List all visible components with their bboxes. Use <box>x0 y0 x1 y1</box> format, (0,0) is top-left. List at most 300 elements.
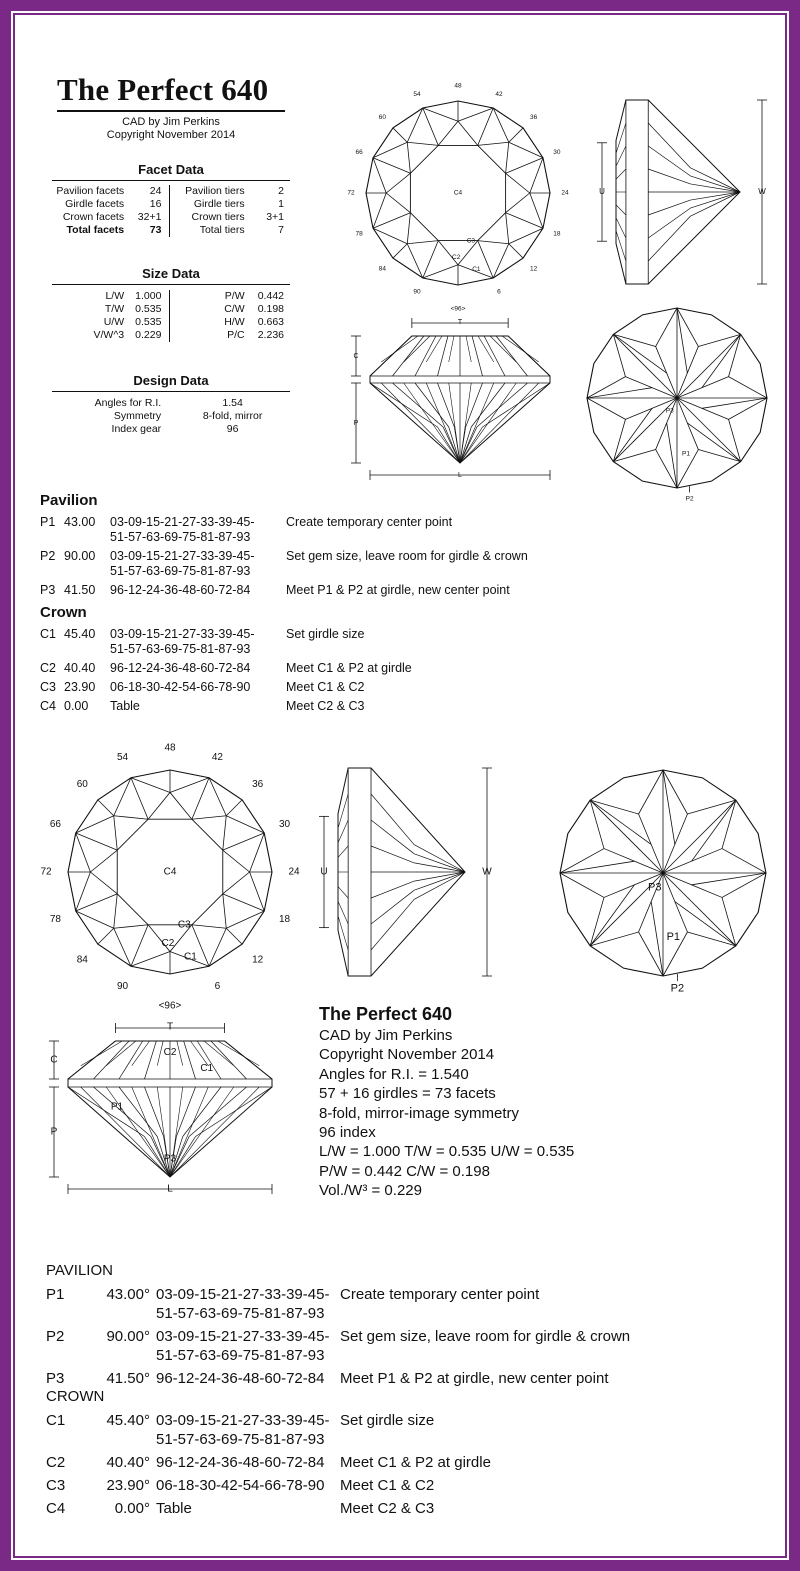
index-cell <box>156 1411 340 1453</box>
diagram-label: P1 <box>682 450 690 458</box>
table-cell: Set gem size, leave room for girdle & crown <box>286 549 528 563</box>
facet-line <box>386 173 410 193</box>
table-cell: T/W <box>104 303 125 315</box>
diagram-label: 66 <box>355 148 363 156</box>
facet-line <box>502 336 539 362</box>
table-row <box>46 1285 630 1327</box>
pavilion-heading: Pavilion <box>40 492 98 509</box>
diagram-label: <96> <box>450 305 466 313</box>
diagram-label: W <box>758 187 766 197</box>
diagram-label: L <box>458 471 462 479</box>
table-cell: Pavilion tiers <box>185 185 245 197</box>
index-cell <box>110 627 286 661</box>
facet-line <box>449 336 454 362</box>
byline: CAD by Jim Perkins <box>122 116 220 128</box>
facet-line <box>458 121 478 145</box>
diagram-label: 78 <box>49 914 62 926</box>
facet-line <box>370 383 438 427</box>
table-cell: 90.00° <box>106 1328 150 1345</box>
facet-line <box>407 241 438 244</box>
diagram-label: C2 <box>163 1047 177 1059</box>
facet-line <box>223 816 226 850</box>
facet-line <box>506 158 543 173</box>
table-cell: 0.442 <box>257 290 284 302</box>
table-cell: C/W <box>224 303 245 315</box>
diagram-label: P <box>50 1126 58 1138</box>
facet-line <box>192 816 226 819</box>
size-data-heading: Size Data <box>142 266 200 281</box>
index-line: 51-57-63-69-75-81-87-93 <box>110 642 251 656</box>
facet-line <box>508 336 550 376</box>
table-cell: P1 <box>46 1286 65 1303</box>
facet-line <box>438 336 448 376</box>
diagram-label: 12 <box>530 265 538 273</box>
table-cell: 24 <box>124 185 170 198</box>
diagram-label: P3 <box>665 407 674 415</box>
diagram-label: C2 <box>452 254 461 262</box>
table-cell: Set girdle size <box>286 627 365 641</box>
index-line: 96-12-24-36-48-60-72-84 <box>156 1370 325 1387</box>
table-cell: 0.198 <box>257 303 284 315</box>
diagram-label: 24 <box>561 189 569 197</box>
facet-line <box>225 1041 272 1079</box>
facet-line <box>119 1087 157 1137</box>
diagram-label: <96> <box>158 1000 182 1012</box>
table-cell: C2 <box>46 1454 66 1471</box>
diagram-label: C <box>50 1054 58 1066</box>
facet-line <box>386 193 410 213</box>
crown-heading: Crown <box>40 604 87 621</box>
index-line: Table <box>156 1500 192 1517</box>
table-cell: C1 <box>46 1412 66 1429</box>
facet-line <box>478 108 493 145</box>
facet-line <box>68 1041 115 1079</box>
table-row <box>40 515 528 549</box>
index-line: 03-09-15-21-27-33-39-45- <box>156 1412 330 1429</box>
table-cell: 45.40 <box>64 627 96 641</box>
facet-line <box>76 872 91 911</box>
diagram-label: C2 <box>161 938 175 950</box>
table-cell: P1 <box>40 515 56 529</box>
index-line: 03-09-15-21-27-33-39-45- <box>110 549 255 563</box>
info-title: The Perfect 640 <box>319 1004 453 1024</box>
diagram-label: U <box>599 187 605 197</box>
table-cell: H/W <box>224 316 245 328</box>
facet-line <box>211 1041 247 1079</box>
facet-line <box>438 241 458 265</box>
table-row <box>40 680 412 699</box>
table-row <box>46 1369 630 1392</box>
index-line: 96-12-24-36-48-60-72-84 <box>156 1454 325 1471</box>
table-cell: 2 <box>278 185 284 197</box>
facet-line <box>223 894 226 928</box>
table-cell: 2.236 <box>257 329 284 341</box>
facet-line <box>722 849 766 873</box>
info-line: Angles for R.I. = 1.540 <box>319 1065 469 1083</box>
table-cell: 0.229 <box>124 329 170 342</box>
index-line: 96-12-24-36-48-60-72-84 <box>110 583 251 597</box>
table-cell: Meet C2 & C3 <box>340 1500 435 1517</box>
table-row <box>46 1499 491 1522</box>
info-line: 96 index <box>319 1124 376 1142</box>
facet-line <box>98 928 114 944</box>
table-cell: 23.90 <box>64 680 96 694</box>
crown-heading-2: CROWN <box>46 1388 105 1405</box>
table-cell: 16 <box>124 198 170 211</box>
index-line: 51-57-63-69-75-81-87-93 <box>156 1305 325 1322</box>
table-cell: Create temporary center point <box>340 1286 540 1303</box>
diagram-label: C3 <box>466 237 476 245</box>
facet-line <box>423 108 438 145</box>
facet-line <box>90 872 117 894</box>
info-line: Vol./W³ = 0.229 <box>319 1182 422 1200</box>
facet-line <box>393 336 424 376</box>
diagram-label: 30 <box>278 819 291 831</box>
index-cell <box>156 1369 340 1392</box>
pavilion-table-2 <box>46 1285 630 1392</box>
table-cell: P2 <box>46 1328 65 1345</box>
table-row <box>46 1327 630 1369</box>
facet-line <box>506 173 530 193</box>
table-cell: Angles for R.I. <box>94 397 162 409</box>
facet-line <box>170 1087 234 1177</box>
table-cell: C2 <box>40 661 56 675</box>
diagram-label: C4 <box>453 189 463 197</box>
facet-line <box>460 427 483 463</box>
facet-line <box>509 244 523 258</box>
page-title: The Perfect 640 <box>57 72 269 107</box>
facet-line <box>616 205 626 215</box>
diagram-label: 36 <box>252 778 264 790</box>
table-cell: Meet C1 & C2 <box>340 1477 435 1494</box>
index-line: 03-09-15-21-27-33-39-45- <box>156 1328 330 1345</box>
facet-line <box>131 778 148 819</box>
table-cell: 1.000 <box>124 290 170 303</box>
diagram-label: 72 <box>40 866 52 878</box>
facet-line <box>438 121 458 145</box>
facet-line <box>438 427 461 463</box>
table-cell: C4 <box>40 699 56 713</box>
facet-line <box>496 336 527 376</box>
table-cell: 41.50° <box>106 1370 150 1387</box>
table-cell: Crown facets <box>62 211 125 223</box>
facet-line <box>423 108 458 121</box>
table-cell: Meet P1 & P2 at girdle, new center point <box>340 1370 609 1387</box>
facet-line <box>226 928 242 944</box>
diagram-label: T <box>166 1021 174 1033</box>
diagram-label: P2 <box>685 495 694 503</box>
info-line: P/W = 0.442 C/W = 0.198 <box>319 1162 490 1180</box>
table-row <box>46 1476 491 1499</box>
diagram-label: C1 <box>472 266 481 274</box>
diagram-label: P1 <box>110 1101 124 1113</box>
table-cell: V/W^3 <box>93 329 125 341</box>
diagram-label: 42 <box>495 90 503 98</box>
diagram-label: 42 <box>211 752 224 764</box>
diagram-label: P <box>353 419 359 427</box>
table-row <box>40 549 528 583</box>
index-cell <box>110 699 286 718</box>
facet-line <box>119 1041 143 1079</box>
table-cell: Symmetry <box>113 410 162 422</box>
facet-line <box>223 894 264 911</box>
facet-line <box>98 800 114 816</box>
diagram-label: T <box>457 318 463 326</box>
diagram-label: C <box>353 352 359 360</box>
crown-table-2 <box>46 1411 491 1522</box>
facet-line <box>76 833 117 850</box>
diagram-label: 6 <box>497 288 501 296</box>
facet-line <box>460 383 516 463</box>
table-cell: Total tiers <box>199 224 245 236</box>
info-line: 8-fold, mirror-image symmetry <box>319 1104 520 1122</box>
table-cell: P2 <box>40 549 56 563</box>
table-cell: Meet C1 & C2 <box>286 680 365 694</box>
index-line: 51-57-63-69-75-81-87-93 <box>110 564 251 578</box>
facet-line <box>509 128 523 142</box>
table-cell: P3 <box>46 1370 65 1387</box>
facet-line <box>170 792 192 819</box>
table-cell: 0.535 <box>124 316 170 329</box>
table-cell: 0.00 <box>64 699 89 713</box>
table-cell: Meet C1 & P2 at girdle <box>340 1454 491 1471</box>
table-cell: Girdle tiers <box>193 198 245 210</box>
table-cell: P/W <box>224 290 245 302</box>
facet-line <box>90 850 117 872</box>
diagram-label: U <box>320 866 328 878</box>
table-cell: 0.535 <box>124 303 170 316</box>
table-cell: Meet P1 & P2 at girdle, new center point <box>286 583 510 597</box>
index-line: 51-57-63-69-75-81-87-93 <box>110 530 251 544</box>
diagram-label: W <box>482 866 492 878</box>
facet-line <box>131 778 170 793</box>
index-line: 03-09-15-21-27-33-39-45- <box>110 627 255 641</box>
crown-table-1 <box>40 627 412 718</box>
facet-line <box>192 925 226 928</box>
diagram-label: 66 <box>49 819 62 831</box>
table-cell: C3 <box>46 1477 66 1494</box>
index-line: Table <box>110 699 140 713</box>
facet-line <box>506 142 509 173</box>
table-row <box>40 583 528 602</box>
table-row <box>40 699 412 718</box>
table-row <box>40 627 412 661</box>
index-line: 51-57-63-69-75-81-87-93 <box>156 1347 325 1364</box>
diagram-label: P2 <box>670 982 685 995</box>
table-cell: 73 <box>124 224 170 237</box>
facet-line <box>407 142 410 173</box>
diagram-label: 48 <box>164 742 176 754</box>
table-row <box>40 661 412 680</box>
diagram-label: 60 <box>378 114 386 122</box>
diagram-label: 24 <box>288 866 300 878</box>
table-cell: 40.40 <box>64 661 96 675</box>
index-cell <box>110 661 286 680</box>
index-cell <box>156 1476 340 1499</box>
diagram-label: P3 <box>648 881 662 894</box>
table-cell: 43.00 <box>64 515 96 529</box>
facet-line <box>81 1041 123 1066</box>
index-cell <box>156 1499 340 1522</box>
facet-line <box>370 336 412 376</box>
facet-data-heading: Facet Data <box>138 162 204 177</box>
facet-line <box>81 1087 170 1177</box>
facet-line <box>170 778 209 793</box>
diagram-label: 12 <box>252 954 264 966</box>
table-cell: 23.90° <box>106 1477 150 1494</box>
facet-line <box>407 213 410 244</box>
table-cell: C1 <box>40 627 56 641</box>
diagram-label: 72 <box>347 189 355 197</box>
index-cell <box>110 549 286 583</box>
table-row <box>46 1453 491 1476</box>
table-cell: 8-fold, mirror <box>202 410 263 422</box>
diagram-label: C4 <box>163 866 177 878</box>
info-line: Copyright November 2014 <box>319 1046 495 1064</box>
diagram-label: C1 <box>184 951 197 963</box>
facet-line <box>460 383 539 463</box>
facet-line <box>157 1041 163 1066</box>
table-cell: Meet C2 & C3 <box>286 699 365 713</box>
pavilion-heading-2: PAVILION <box>46 1262 113 1279</box>
facet-line <box>393 128 407 142</box>
facet-line <box>145 1041 157 1079</box>
index-line: 03-09-15-21-27-33-39-45- <box>110 515 255 529</box>
facet-line <box>226 800 242 816</box>
table-cell: C4 <box>46 1500 66 1517</box>
facet-line <box>407 142 438 145</box>
diagram-label: 90 <box>116 981 129 993</box>
diagram-label: C1 <box>200 1063 214 1075</box>
design-data-heading: Design Data <box>133 373 209 388</box>
table-cell: C3 <box>40 680 56 694</box>
table-cell: 0.663 <box>257 316 284 328</box>
table-cell: Girdle facets <box>65 198 125 210</box>
diagram-label: 18 <box>278 914 291 926</box>
facet-line <box>471 383 505 427</box>
facet-line <box>94 1041 130 1079</box>
diagram-label: 54 <box>116 752 129 764</box>
facet-line <box>458 108 493 121</box>
diagram-label: C3 <box>177 919 191 931</box>
facet-line <box>381 336 418 362</box>
facet-line <box>530 158 543 193</box>
facet-line <box>656 308 677 346</box>
table-cell: Index gear <box>111 423 162 435</box>
diagram-label: 78 <box>355 230 363 238</box>
index-cell <box>156 1453 340 1476</box>
index-cell <box>110 583 286 602</box>
facet-line <box>68 1087 145 1137</box>
facet-line <box>114 816 117 850</box>
facet-line <box>373 213 410 228</box>
facet-line <box>414 872 465 899</box>
diagram-label: 90 <box>413 288 421 296</box>
facet-line <box>170 1087 259 1177</box>
facet-line <box>223 833 264 850</box>
facet-line <box>530 193 543 228</box>
diagram-label: 84 <box>378 265 386 273</box>
index-cell <box>156 1327 340 1369</box>
diagram-label: 48 <box>454 82 462 90</box>
diagram-label: 30 <box>553 148 561 156</box>
facet-line <box>338 846 348 857</box>
index-line: 96-12-24-36-48-60-72-84 <box>110 661 251 675</box>
facet-line <box>423 241 438 278</box>
facet-line <box>506 213 543 228</box>
table-cell: 32+1 <box>124 211 170 224</box>
table-cell: P3 <box>40 583 56 597</box>
facet-line <box>177 1041 183 1066</box>
diagram-label: P1 <box>666 930 681 943</box>
facet-line <box>484 336 505 376</box>
index-cell <box>110 515 286 549</box>
facet-line <box>114 925 148 928</box>
table-cell: 43.00° <box>106 1286 150 1303</box>
table-cell: Set gem size, leave room for girdle & crown <box>340 1328 631 1345</box>
facet-line <box>560 873 604 897</box>
facet-line <box>381 383 460 463</box>
facet-line <box>338 887 348 898</box>
table-cell: 90.00 <box>64 549 96 563</box>
diagram-label: 84 <box>76 954 88 966</box>
index-line: 51-57-63-69-75-81-87-93 <box>156 1431 325 1448</box>
index-line: 03-09-15-21-27-33-39-45- <box>156 1286 330 1303</box>
table-cell: Create temporary center point <box>286 515 453 529</box>
table-cell: 1 <box>278 198 284 210</box>
info-line: 57 + 16 girdles = 73 facets <box>319 1085 496 1103</box>
facet-line <box>373 193 386 228</box>
facet-line <box>466 336 471 362</box>
table-cell: Pavilion facets <box>56 185 125 197</box>
facet-line <box>148 792 170 819</box>
facet-line <box>639 770 663 814</box>
facet-line <box>423 265 458 278</box>
table-cell: 45.40° <box>106 1412 150 1429</box>
info-line: CAD by Jim Perkins <box>319 1027 453 1044</box>
table-cell: 40.40° <box>106 1454 150 1471</box>
table-cell: 41.50 <box>64 583 96 597</box>
table-cell: Set girdle size <box>340 1412 435 1429</box>
facet-line <box>690 168 740 192</box>
diagram-label: 54 <box>413 90 421 98</box>
diagram-label: P3 <box>163 1153 177 1165</box>
table-cell: Meet C1 & P2 at girdle <box>286 661 412 675</box>
table-cell: 7 <box>278 224 284 236</box>
diagram-label: 18 <box>553 230 561 238</box>
facet-line <box>506 213 509 244</box>
facet-line <box>223 872 250 894</box>
table-cell: U/W <box>103 316 125 328</box>
pavilion-table-1 <box>40 515 528 602</box>
facet-line <box>393 244 407 258</box>
facet-line <box>483 383 551 427</box>
info-line: L/W = 1.000 T/W = 0.535 U/W = 0.535 <box>319 1143 575 1161</box>
table-cell: 3+1 <box>266 211 284 223</box>
diagram-label: 36 <box>530 114 538 122</box>
facet-line <box>506 193 530 213</box>
facet-line <box>478 142 509 145</box>
facet-line <box>76 833 91 872</box>
table-row <box>46 1411 491 1453</box>
facet-line <box>478 241 509 244</box>
facet-line <box>223 850 250 872</box>
facet-line <box>587 398 625 419</box>
facet-line <box>183 1087 221 1137</box>
table-cell: 0.00° <box>114 1500 150 1517</box>
facet-line <box>131 925 148 966</box>
table-cell: P/C <box>227 329 245 341</box>
